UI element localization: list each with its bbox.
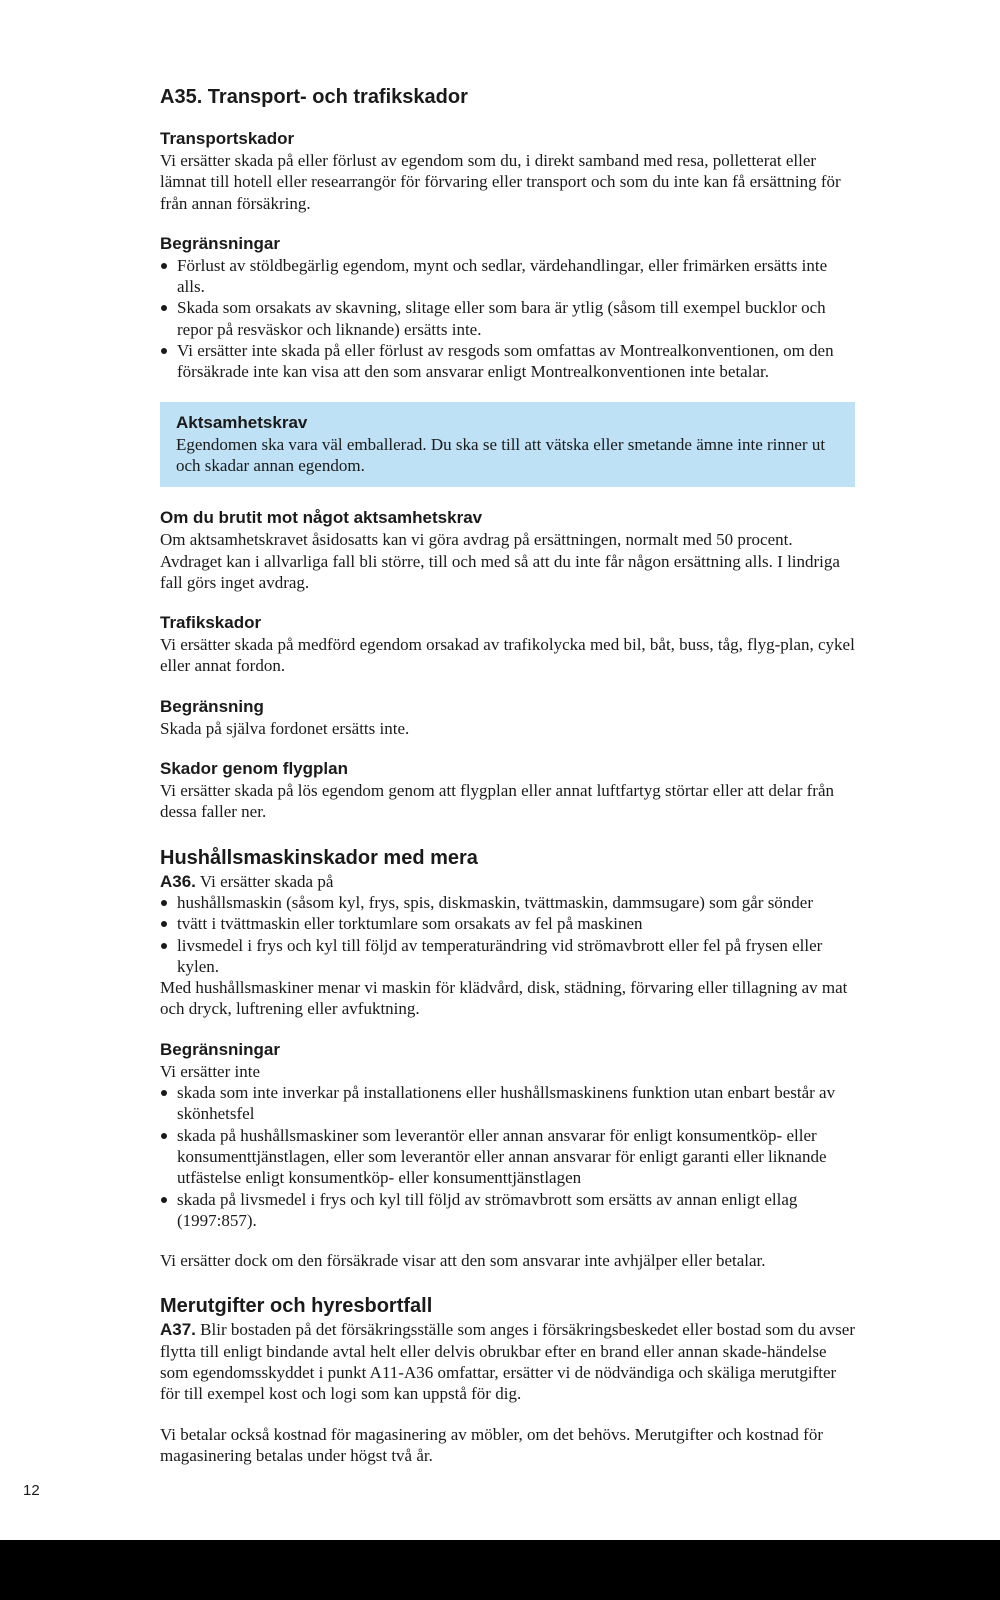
breach-section: [160, 507, 855, 593]
appliance-section: [160, 871, 855, 1020]
transport-section: [160, 128, 855, 214]
transport-limits-list: [160, 255, 855, 383]
list-item: tvätt i tvättmaskin eller torktumlare som orsakats av fel på maskinen: [160, 913, 855, 934]
traffic-limit-section: [160, 696, 855, 739]
list-item: Förlust av stöldbegärlig egendom, mynt och sedlar, värdehandlingar, eller frimärken ersätts inte alls.: [160, 255, 855, 298]
breach-text: Om aktsamhetskravet åsidosatts kan vi göra avdrag på ersättningen, normalt med 50 procent. Avdraget kan i allvarliga fall bli större, till och med så att du inte får någon ersättning alls. I lindriga fall görs inget avdrag.: [160, 530, 840, 592]
appliance-intro: [160, 871, 855, 892]
appliance-limits-list: [160, 1082, 855, 1231]
appliance-list: [160, 892, 855, 977]
aircraft-section: [160, 758, 855, 823]
transport-text: Vi ersätter skada på eller förlust av egendom som du, i direkt samband med resa, polletterat eller lämnat till hotell eller researrangör för förvaring eller transport och som du inte kan få ersättning för från annan försäkring.: [160, 151, 841, 213]
transport-limits-heading: Begränsningar: [160, 233, 280, 253]
transport-heading: Transportskador: [160, 129, 295, 148]
care-heading: Aktsamhetskrav: [176, 412, 308, 432]
traffic-limit-heading: Begränsning: [160, 696, 264, 716]
extra-costs-section: [160, 1319, 855, 1466]
page-number: 12: [23, 1482, 40, 1499]
section-title-a36: Hushållsmaskinskador med mera: [160, 846, 478, 869]
document-page: [160, 84, 855, 1466]
section-title-a35: A35. Transport- och trafikskador: [160, 86, 468, 108]
traffic-section: [160, 612, 855, 677]
list-item: Skada som orsakats av skavning, slitage eller som bara är ytlig (såsom till exempel bucklor och repor på resväskor och liknande) ersätts inte.: [160, 297, 855, 340]
transport-limits-section: [160, 233, 855, 383]
clause-number: A37.: [160, 1320, 196, 1340]
breach-heading: Om du brutit mot något aktsamhetskrav: [160, 508, 483, 528]
list-item: skada på hushållsmaskiner som leverantör eller annan ansvarar för enligt konsumentköp- eller konsumenttjänstlagen, eller som leverantör eller annan ansvarar för enligt garanti eller liknande utfästelse enligt konsumentköp- eller konsumenttjänstlagen: [160, 1125, 855, 1189]
clause-number: A36.: [160, 871, 196, 891]
care-requirement-box: [160, 402, 855, 488]
list-item: hushållsmaskin (såsom kyl, frys, spis, diskmaskin, tvättmaskin, dammsugare) som går sönder: [160, 892, 855, 913]
appliance-limits-note: Vi ersätter dock om den försäkrade visar att den som ansvarar inte avhjälper eller betalar.: [160, 1251, 766, 1271]
aircraft-heading: Skador genom flygplan: [160, 759, 348, 779]
extra-costs-body: Blir bostaden på det försäkringsställe som anges i försäkringsbeskedet eller bostad som du avser flytta till enligt bindande avtal helt eller delvis obrukbar efter en brand eller annan skade-händelse som egendomsskyddet i punkt A11-A36 omfattar, ersätter vi de nödvändiga och skäliga merutgifter för till exempel kost och logi som kan uppstå för dig.: [160, 1320, 855, 1404]
storage-text: Vi betalar också kostnad för magasinering av möbler, om det behövs. Merutgifter och kostnad för magasinering betalas under högst två år.: [160, 1424, 823, 1465]
list-item: Vi ersätter inte skada på eller förlust av resgods som omfattas av Montrealkonventionen, om den försäkrade inte kan visa att den som ansvarar enligt Montrealkonventionen inte betalar.: [160, 340, 855, 383]
appliance-intro-text: Vi ersätter skada på: [199, 871, 334, 891]
appliance-limits-heading: Begränsningar: [160, 1039, 280, 1059]
appliance-definition: Med hushållsmaskiner menar vi maskin för klädvård, disk, städning, förvaring eller tillagning av mat och dryck, luftrening eller avfuktning.: [160, 978, 848, 1019]
list-item: livsmedel i frys och kyl till följd av temperaturändring vid strömavbrott eller fel på frysen eller kylen.: [160, 935, 855, 978]
aircraft-text: Vi ersätter skada på lös egendom genom att flygplan eller annat luftfartyg störtar eller att delar från dessa faller ner.: [160, 781, 834, 822]
list-item: skada på livsmedel i frys och kyl till följd av strömavbrott som ersätts av annan enligt ellag (1997:857).: [160, 1189, 855, 1232]
section-title-a37: Merutgifter och hyresbortfall: [160, 1295, 433, 1318]
list-item: skada som inte inverkar på installationens eller hushållsmaskinens funktion utan enbart består av skönhetsfel: [160, 1082, 855, 1125]
traffic-limit-text: Skada på själva fordonet ersätts inte.: [160, 718, 410, 738]
footer-bar: [0, 1540, 1000, 1600]
appliance-limits-section: [160, 1039, 855, 1272]
traffic-heading: Trafikskador: [160, 613, 262, 633]
appliance-limits-intro: Vi ersätter inte: [160, 1061, 260, 1081]
care-text: Egendomen ska vara väl emballerad. Du ska se till att vätska eller smetande ämne inte rinner ut och skadar annan egendom.: [176, 434, 826, 475]
traffic-text: Vi ersätter skada på medförd egendom orsakad av trafikolycka med bil, båt, buss, tåg, flyg-plan, cykel eller annat fordon.: [160, 635, 855, 676]
extra-costs-text: [160, 1319, 855, 1404]
